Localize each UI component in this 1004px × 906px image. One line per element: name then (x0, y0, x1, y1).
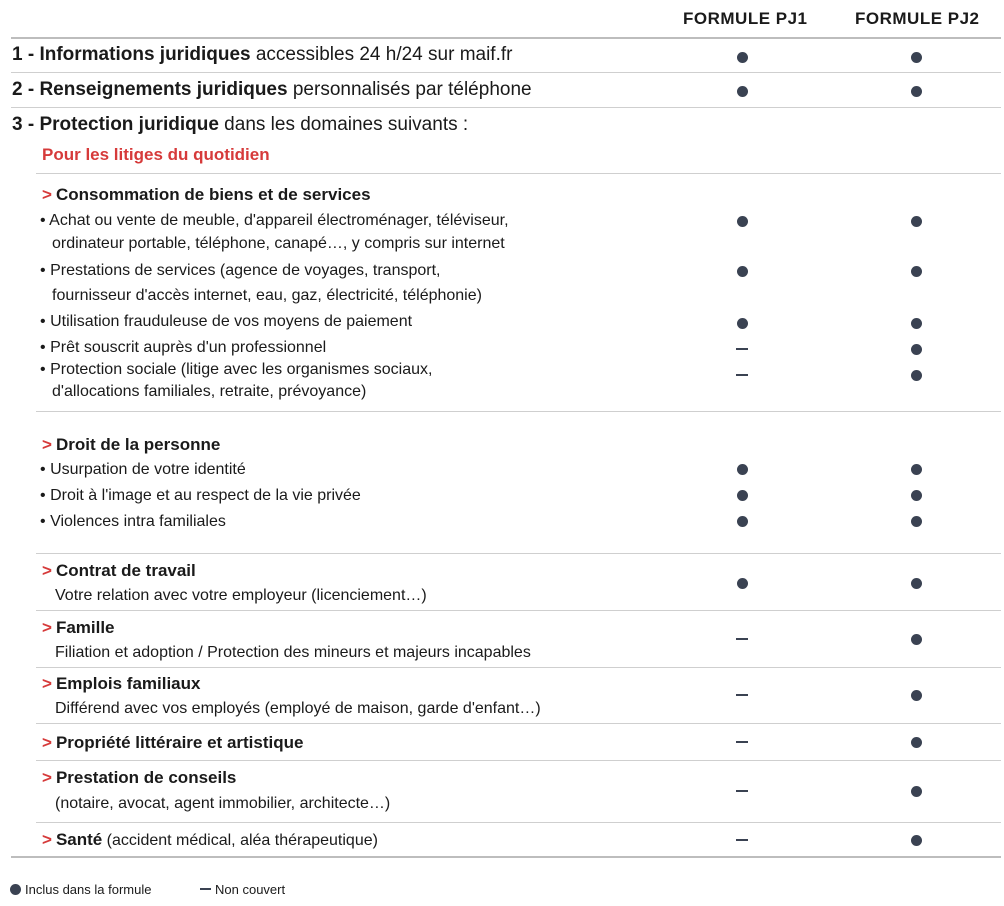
row-protection-juridique: 3 - Protection juridique dans les domaines suivants : (12, 114, 469, 135)
list-item: • Droit à l'image et au respect de la vie privée (40, 487, 361, 504)
subsection-description: Différend avec vos employés (employé de maison, garde d'enfant…) (55, 700, 541, 717)
dot-icon (911, 86, 922, 97)
legend-included: Inclus dans la formule (10, 882, 151, 897)
subsection-propriete: > Propriété littéraire et artistique (42, 733, 304, 752)
dot-icon (737, 318, 748, 329)
dot-icon (911, 634, 922, 645)
dot-icon (737, 86, 748, 97)
subsection-description: Votre relation avec votre employeur (licenciement…) (55, 587, 427, 604)
dot-icon (737, 52, 748, 63)
section-title-quotidien: Pour les litiges du quotidien (42, 145, 270, 164)
divider (36, 553, 1001, 554)
legend-not-covered: Non couvert (200, 882, 285, 897)
column-header-pj2: FORMULE PJ2 (855, 9, 980, 28)
dot-icon (911, 690, 922, 701)
dot-icon (911, 464, 922, 475)
dot-icon (737, 216, 748, 227)
divider (36, 610, 1001, 611)
divider (36, 760, 1001, 761)
dash-icon (736, 694, 748, 696)
dot-icon (737, 266, 748, 277)
list-item-continuation: fournisseur d'accès internet, eau, gaz, électricité, téléphonie) (52, 287, 482, 304)
dash-icon (736, 638, 748, 640)
subsection-consommation: > Consommation de biens et de services (42, 185, 371, 204)
list-item-continuation: d'allocations familiales, retraite, prévoyance) (52, 383, 367, 400)
subsection-famille: > Famille (42, 618, 115, 637)
dash-icon (200, 888, 211, 890)
list-item: • Usurpation de votre identité (40, 461, 246, 478)
divider (36, 411, 1001, 412)
dot-icon (911, 490, 922, 501)
row-informations-juridiques: 1 - Informations juridiques accessibles 24 h/24 sur maif.fr (12, 44, 513, 65)
list-item-continuation: ordinateur portable, téléphone, canapé…, y compris sur internet (52, 235, 505, 252)
dot-icon (10, 884, 21, 895)
row-renseignements-juridiques: 2 - Renseignements juridiques personnalisés par téléphone (12, 79, 532, 100)
dot-icon (911, 737, 922, 748)
divider (11, 107, 1001, 108)
subsection-emplois: > Emplois familiaux (42, 674, 201, 693)
subsection-description: Filiation et adoption / Protection des mineurs et majeurs incapables (55, 644, 531, 661)
dot-icon (737, 516, 748, 527)
dot-icon (737, 578, 748, 589)
dot-icon (911, 52, 922, 63)
dot-icon (737, 490, 748, 501)
list-item: • Achat ou vente de meuble, d'appareil électroménager, téléviseur, (40, 212, 509, 229)
list-item: • Prestations de services (agence de voyages, transport, (40, 262, 441, 279)
subsection-travail: > Contrat de travail (42, 561, 196, 580)
divider (36, 723, 1001, 724)
subsection-description: (notaire, avocat, agent immobilier, architecte…) (55, 795, 391, 812)
dash-icon (736, 790, 748, 792)
dot-icon (911, 266, 922, 277)
divider (11, 72, 1001, 73)
dot-icon (911, 835, 922, 846)
dot-icon (911, 786, 922, 797)
divider (36, 173, 1001, 174)
dot-icon (911, 578, 922, 589)
subsection-conseils: > Prestation de conseils (42, 768, 237, 787)
dot-icon (911, 370, 922, 381)
divider (36, 822, 1001, 823)
dot-icon (911, 216, 922, 227)
dash-icon (736, 741, 748, 743)
divider (36, 667, 1001, 668)
dash-icon (736, 839, 748, 841)
list-item: • Violences intra familiales (40, 513, 226, 530)
dot-icon (737, 464, 748, 475)
dot-icon (911, 516, 922, 527)
divider (11, 856, 1001, 858)
subsection-sante: > Santé (accident médical, aléa thérapeutique) (42, 830, 378, 849)
dot-icon (911, 318, 922, 329)
list-item: • Protection sociale (litige avec les organismes sociaux, (40, 361, 433, 378)
column-header-pj1: FORMULE PJ1 (683, 9, 808, 28)
dash-icon (736, 374, 748, 376)
list-item: • Utilisation frauduleuse de vos moyens de paiement (40, 313, 413, 330)
dash-icon (736, 348, 748, 350)
list-item: • Prêt souscrit auprès d'un professionnel (40, 339, 327, 356)
subsection-personne: > Droit de la personne (42, 435, 221, 454)
divider (11, 37, 1001, 39)
dot-icon (911, 344, 922, 355)
